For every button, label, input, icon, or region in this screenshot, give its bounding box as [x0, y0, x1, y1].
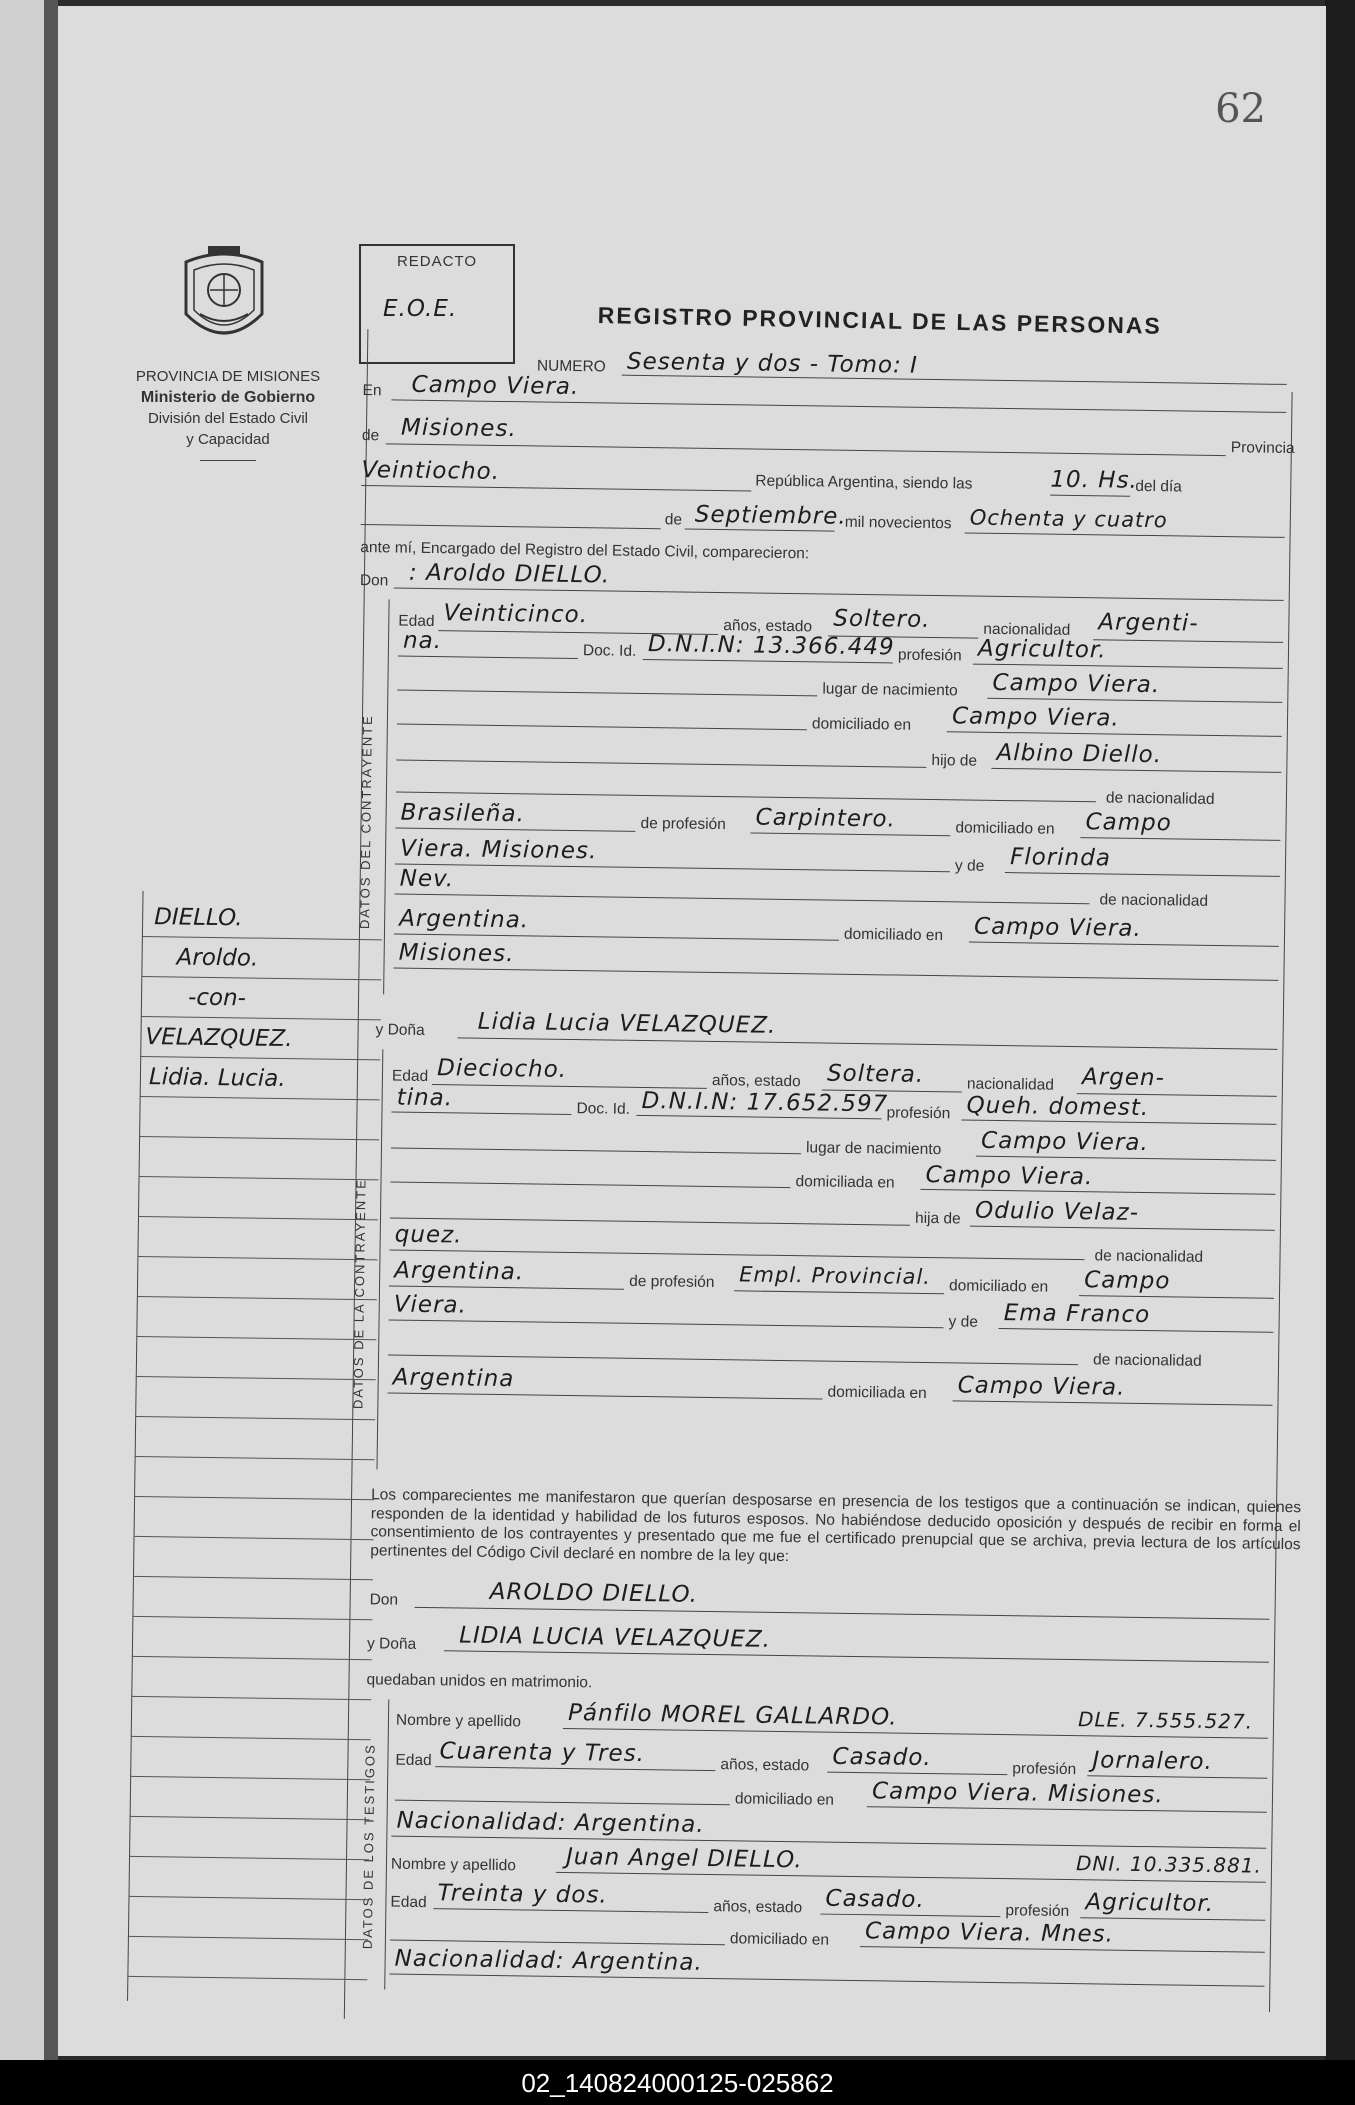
line: [391, 1111, 571, 1115]
domiciliado-label: domiciliado en: [734, 1790, 835, 1809]
groom-document: D.N.I.N: 13.366.449: [647, 631, 895, 661]
line: [395, 864, 950, 873]
line: [991, 768, 1281, 773]
witness1-age: Cuarenta y Tres.: [439, 1738, 646, 1768]
line: [1050, 495, 1130, 497]
bride-nationality: Argen-: [1081, 1064, 1166, 1092]
bride-mother-nationality: Argentina: [392, 1364, 515, 1393]
bride-civil-status: Soltera.: [826, 1060, 925, 1088]
witness2-age: Treinta y dos.: [437, 1880, 608, 1909]
bride-father-nationality: Argentina.: [394, 1257, 525, 1286]
line: [389, 1319, 944, 1328]
husband-name: AROLDO DIELLO.: [489, 1578, 699, 1608]
bride-mother-residence: Campo Viera.: [957, 1372, 1126, 1401]
witnesses-block-border: [384, 1700, 389, 1990]
bride-section-label: DATOS DE LA CONTRAYENTE: [350, 1178, 369, 1410]
profesion-label: profesión: [886, 1104, 951, 1123]
line: [1080, 1917, 1265, 1921]
de-nacionalidad-label: de nacionalidad: [1092, 1351, 1202, 1370]
groom-mother: Florinda: [1009, 844, 1112, 872]
groom-nationality: Argenti-: [1098, 609, 1199, 637]
numero-value: Sesenta y dos - Tomo: I: [626, 348, 919, 379]
witness1-nationality: Nacionalidad: Argentina.: [396, 1807, 705, 1838]
groom-mother-residence-cont: Misiones.: [398, 939, 515, 968]
line: [867, 1806, 1267, 1813]
groom-block-border: [383, 599, 390, 994]
line: [734, 1290, 944, 1294]
lugar-nacimiento-label: lugar de nacimiento: [822, 680, 958, 700]
line: [435, 1766, 715, 1771]
republica-label: República Argentina, siendo las: [755, 472, 973, 493]
line: [361, 524, 661, 529]
y-dona-label: y Doña: [375, 1021, 425, 1039]
line: [1080, 837, 1280, 841]
scan-id: 02_140824000125-025862: [521, 2068, 834, 2098]
witness2-profession: Agricultor.: [1085, 1889, 1215, 1918]
witness2-document: DNI. 10.335.881.: [1075, 1851, 1263, 1878]
line: [395, 894, 1090, 905]
groom-mother-residence: Campo Viera.: [973, 913, 1142, 942]
anos-estado-label: años, estado: [711, 1071, 801, 1091]
domiciliada-label: domiciliada en: [795, 1173, 895, 1192]
bride-document: D.N.I.N: 17.652.597: [641, 1087, 889, 1118]
en-label: En: [362, 382, 382, 400]
line: [1093, 639, 1283, 643]
groom-name: : Aroldo DIELLO.: [408, 559, 611, 589]
de-month-label: de: [664, 511, 683, 529]
line: [965, 532, 1285, 537]
marriage-record-form: [43, 0, 1339, 2062]
bride-profession: Queh. domest.: [966, 1092, 1150, 1122]
groom-mother-nationality: Argentina.: [398, 905, 530, 934]
edad-label: Edad: [390, 1893, 427, 1912]
line: [398, 656, 578, 660]
line: [820, 1914, 1000, 1918]
line: [622, 375, 1287, 385]
y-dona-label: y Doña: [366, 1635, 417, 1653]
witness1-name: Pánfilo MOREL GALLARDO.: [567, 1700, 898, 1731]
groom-age: Veinticinco.: [443, 600, 589, 629]
redacto-initials: E.O.E.: [383, 296, 458, 322]
de-nacionalidad-label: de nacionalidad: [1105, 789, 1215, 808]
redacto-label: REDACTO: [396, 253, 478, 270]
groom-civil-status: Soltero.: [833, 605, 931, 633]
margin-name-bride: Lidia. Lucia.: [148, 1064, 286, 1093]
groom-profession: Agricultor.: [977, 635, 1107, 664]
nombre-label: Nombre y apellido: [395, 1711, 522, 1731]
page-number: 62: [1215, 86, 1266, 132]
line: [952, 1400, 1272, 1405]
line: [976, 1156, 1276, 1161]
register-page: [58, 6, 1326, 2056]
profesion-label: profesión: [1005, 1902, 1070, 1921]
day-value: Veintiocho.: [361, 457, 501, 485]
de-profesion-label: de profesión: [629, 1272, 715, 1292]
del-dia-label: del día: [1135, 477, 1182, 496]
groom-father-profession: Carpintero.: [755, 804, 896, 833]
hour-value: 10. Hs.: [1050, 466, 1139, 494]
bride-father-profession: Empl. Provincial.: [739, 1262, 932, 1290]
profesion-label: profesión: [1012, 1760, 1077, 1779]
provincia-label: Provincia: [1230, 439, 1295, 458]
witness2-residence: Campo Viera. Mnes.: [864, 1918, 1115, 1948]
line: [397, 690, 817, 697]
bride-nationality-cont: tina.: [396, 1084, 454, 1112]
line: [389, 1974, 1264, 1987]
groom-residence: Campo Viera.: [951, 703, 1120, 732]
line: [397, 724, 807, 731]
nombre-label: Nombre y apellido: [390, 1855, 517, 1875]
line: [393, 968, 1278, 981]
line: [1079, 1295, 1274, 1299]
line: [1087, 1775, 1267, 1779]
witness1-civil-status: Casado.: [832, 1743, 932, 1772]
bride-father-residence-cont: Viera.: [393, 1291, 468, 1319]
line: [969, 942, 1279, 947]
line: [444, 1650, 1269, 1663]
edad-label: Edad: [398, 612, 435, 631]
witness1-document: DLE. 7.555.527.: [1077, 1707, 1254, 1734]
line: [390, 1217, 910, 1225]
anos-estado-label: años, estado: [713, 1898, 803, 1917]
witness1-profession: Jornalero.: [1092, 1747, 1214, 1776]
profesion-label: profesión: [897, 646, 962, 665]
ante-mi-label: ante mí, Encargado del Registro del Estado Civil, comparecieron:: [360, 539, 810, 563]
province-name: PROVINCIA DE MISIONES: [135, 368, 321, 385]
edad-label: Edad: [391, 1067, 429, 1086]
line: [391, 1836, 1266, 1849]
document-title: REGISTRO PROVINCIAL DE LAS PERSONAS: [597, 302, 1163, 339]
y-de-label: y de: [948, 1313, 979, 1331]
groom-nationality-cont: na.: [402, 627, 443, 655]
doc-label: Doc. Id.: [582, 642, 637, 660]
bride-father: Odulio Velaz-: [974, 1197, 1140, 1226]
line: [388, 1354, 1078, 1365]
line: [391, 1147, 801, 1154]
bride-birthplace: Campo Viera.: [980, 1127, 1149, 1157]
line: [458, 1037, 1278, 1049]
witness2-civil-status: Casado.: [825, 1885, 925, 1914]
anos-estado-label: años, estado: [720, 1756, 810, 1775]
line: [1005, 872, 1280, 877]
domiciliado-label: domiciliado en: [729, 1930, 830, 1949]
line: [396, 760, 926, 768]
margin-surname-groom: DIELLO.: [153, 904, 243, 932]
doc-label: Doc. Id.: [576, 1100, 631, 1118]
domiciliado-label: domiciliado en: [955, 819, 1055, 838]
groom-section-label: DATOS DEL CONTRAYENTE: [357, 714, 376, 930]
witness2-name: Juan Angel DIELLO.: [565, 1844, 803, 1874]
anos-estado-label: años, estado: [723, 617, 813, 636]
bride-name: Lidia Lucia VELAZQUEZ.: [477, 1008, 777, 1039]
bride-residence: Campo Viera.: [925, 1161, 1094, 1191]
bride-father-cont: quez.: [394, 1221, 463, 1249]
book-left-edge: [0, 0, 48, 2060]
domiciliado-label: domiciliado en: [843, 925, 944, 945]
line: [973, 664, 1283, 669]
form-right-border: [1269, 392, 1293, 2012]
ministry-name: Ministerio de Gobierno: [140, 389, 316, 406]
groom-mother-cont: Nev.: [399, 865, 455, 893]
line: [827, 1772, 1007, 1776]
de-nacionalidad-label: de nacionalidad: [1094, 1247, 1204, 1266]
don-label: Don: [369, 1591, 399, 1609]
declaration-paragraph: Los comparecientes me manifestaron que querían desposarse en presencia de los testigos que a continuación se indican, quienes responden de la identidad y habilidad de los futuros esposos. No habiéndose deducido oposición y después de recibir en forma el consentimiento de los contrayentes y presentado que me fue el certificado prenupcial que se archiva, previa lectura de los artículos pertinentes del Código Civil declaré en nombre de la ley que:: [370, 1486, 1302, 1565]
margin-column-border: [127, 891, 143, 2001]
quedaban-label: quedaban unidos en matrimonio.: [366, 1671, 593, 1692]
don-label: Don: [359, 572, 389, 590]
hijo-de-label: hijo de: [931, 752, 978, 770]
line: [390, 1181, 790, 1188]
margin-con: -con-: [187, 984, 247, 1012]
line: [395, 1800, 730, 1806]
place-value: Campo Viera.: [411, 371, 580, 401]
y-de-label: y de: [954, 857, 985, 875]
province-value: Misiones.: [400, 414, 517, 443]
line: [433, 1908, 708, 1913]
line: [395, 828, 635, 832]
mil-novecientos-label: mil novecientos: [844, 513, 952, 533]
margin-ruled-lines: [72, 0, 1340, 13]
line: [987, 698, 1282, 703]
line: [391, 399, 1286, 412]
line: [750, 832, 950, 836]
wife-name: LIDIA LUCIA VELAZQUEZ.: [458, 1622, 772, 1653]
groom-father-nationality: Brasileña.: [400, 799, 526, 828]
line: [394, 587, 1284, 600]
line: [970, 1226, 1275, 1231]
groom-father: Albino Diello.: [996, 739, 1163, 769]
domiciliada-label: domiciliada en: [827, 1383, 927, 1402]
groom-father-residence: Campo: [1085, 809, 1172, 837]
de-label: de: [361, 427, 380, 445]
line: [415, 1607, 1270, 1620]
line: [999, 1328, 1274, 1333]
line: [386, 443, 1226, 456]
scan-footer: [0, 2060, 1355, 2105]
line: [388, 1392, 823, 1399]
bride-mother: Ema Franco: [1003, 1300, 1151, 1329]
division-name: División del Estado Civil: [147, 410, 309, 427]
de-profesion-label: de profesión: [640, 814, 726, 834]
domiciliado-label: domiciliado en: [811, 715, 912, 734]
groom-father-residence-cont: Viera. Misiones.: [399, 835, 598, 865]
nacionalidad-label: nacionalidad: [966, 1075, 1055, 1094]
witness1-residence: Campo Viera. Misiones.: [871, 1778, 1164, 1809]
line: [389, 1285, 624, 1289]
year-value: Ochenta y cuatro: [969, 505, 1168, 533]
lugar-nacimiento-label: lugar de nacimiento: [805, 1139, 942, 1159]
witness2-nationality: Nacionalidad: Argentina.: [394, 1945, 703, 1976]
line: [860, 1946, 1265, 1953]
nacionalidad-label: nacionalidad: [983, 620, 1071, 639]
line: [920, 1189, 1275, 1195]
de-nacionalidad-label: de nacionalidad: [1099, 891, 1209, 910]
margin-name-groom: Aroldo.: [176, 944, 259, 972]
bride-father-residence: Campo: [1084, 1267, 1171, 1295]
edad-label: Edad: [395, 1751, 432, 1770]
line: [947, 731, 1282, 737]
numero-label: NUMERO: [536, 357, 606, 376]
line: [390, 1940, 725, 1946]
bride-block-border: [376, 1049, 383, 1469]
hija-de-label: hija de: [914, 1209, 961, 1228]
month-value: Septiembre.: [694, 501, 847, 530]
line: [361, 485, 751, 491]
margin-surname-bride: VELAZQUEZ.: [145, 1024, 293, 1053]
witnesses-section-label: DATOS DE LOS TESTIGOS: [359, 1743, 378, 1950]
bride-age: Dieciocho.: [436, 1055, 568, 1083]
domiciliado-label: domiciliado en: [948, 1277, 1049, 1296]
division-name-cont: y Capacidad: [186, 431, 270, 448]
groom-birthplace: Campo Viera.: [992, 669, 1161, 699]
